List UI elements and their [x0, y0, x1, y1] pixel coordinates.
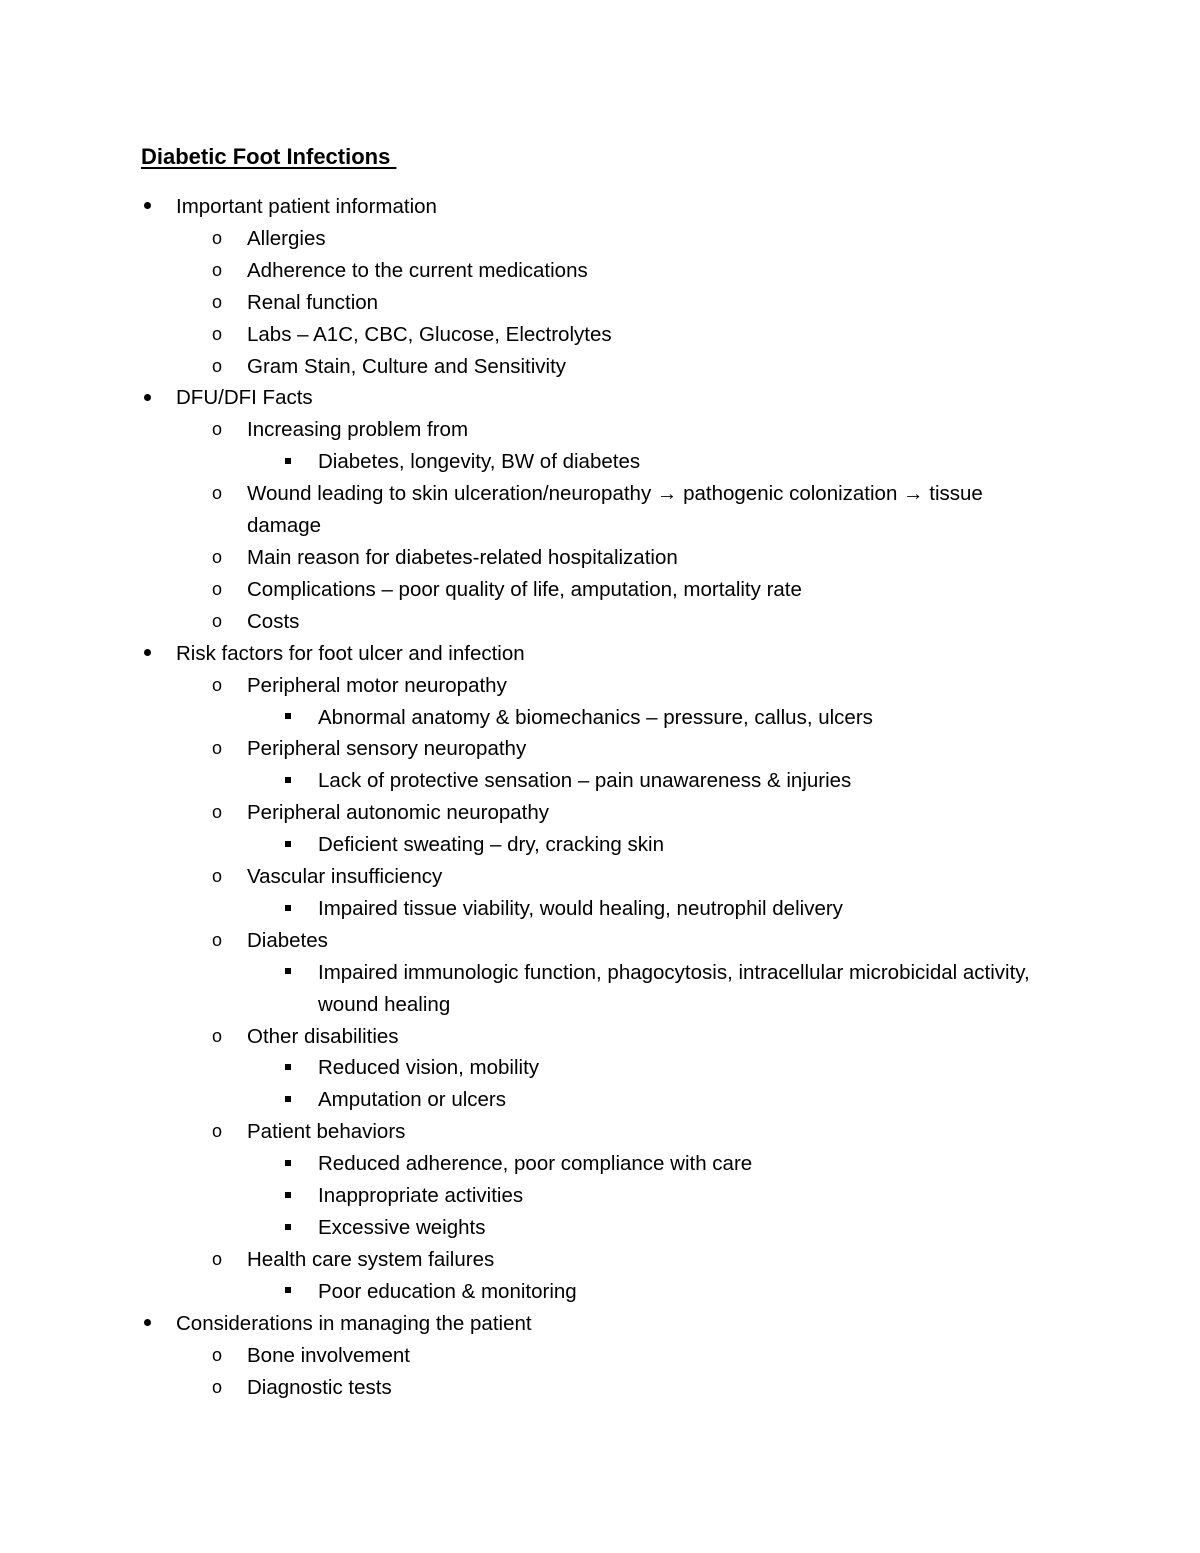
circle-bullet-icon: o — [211, 1344, 222, 1365]
arrow-right-icon: → — [903, 482, 924, 506]
square-bullet-icon — [281, 765, 295, 797]
circle-bullet-icon: o — [211, 291, 222, 312]
sub-list-item — [0, 1148, 1200, 1180]
list-item — [0, 861, 1200, 893]
circle-bullet-icon: o — [211, 578, 222, 599]
section-heading — [0, 382, 1200, 414]
list-item — [0, 1340, 1200, 1372]
bullet-dot-icon — [140, 638, 154, 670]
sub-list-item — [0, 957, 1200, 1021]
list-item — [0, 414, 1200, 446]
circle-bullet-icon: o — [211, 1248, 222, 1269]
circle-bullet-icon: o — [211, 1025, 222, 1046]
square-bullet-icon — [281, 446, 295, 478]
sub-list-item-text: Amputation or ulcers — [318, 1088, 507, 1112]
circle-bullet-icon: o — [211, 355, 222, 376]
bullet-dot-icon — [140, 1308, 154, 1340]
list-item — [0, 223, 1200, 255]
list-item-text: Bone involvement — [247, 1343, 410, 1367]
list-item-text: Allergies — [247, 226, 326, 250]
list-item — [0, 670, 1200, 702]
list-item-text: Complications – poor quality of life, amputation, mortality rate — [247, 577, 802, 601]
section-heading — [0, 1308, 1200, 1340]
sub-list-item — [0, 1052, 1200, 1084]
sub-list-item-text: Abnormal anatomy & biomechanics – pressure, callus, ulcers — [318, 705, 873, 729]
list-item — [0, 287, 1200, 319]
circle-bullet-icon: o — [211, 227, 222, 248]
circle-bullet-icon: o — [211, 674, 222, 695]
square-bullet-icon — [281, 957, 295, 989]
circle-bullet-icon: o — [211, 610, 222, 631]
circle-bullet-icon: o — [211, 419, 222, 440]
sub-list-item — [0, 893, 1200, 925]
sub-list-item-text: Impaired tissue viability, would healing, neutrophil delivery — [318, 896, 843, 920]
sub-list-item — [0, 1084, 1200, 1116]
list-item-text: Main reason for diabetes-related hospitalization — [247, 545, 678, 569]
section-heading — [0, 191, 1200, 223]
square-bullet-icon — [281, 1052, 295, 1084]
sub-list-item-text: Inappropriate activities — [318, 1184, 524, 1208]
list-item — [0, 1244, 1200, 1276]
sub-list-item — [0, 702, 1200, 734]
list-item-text: Peripheral sensory neuropathy — [247, 737, 527, 761]
sub-list-item-text: Reduced vision, mobility — [318, 1056, 540, 1080]
sub-list-item — [0, 1212, 1200, 1244]
sub-list-item — [0, 829, 1200, 861]
section-heading-text: DFU/DFI Facts — [176, 386, 313, 410]
list-item-text: Other disabilities — [247, 1024, 399, 1048]
sub-list-item-text: Impaired immunologic function, phagocytosis, intracellular microbicidal activity, wound healing — [318, 960, 1030, 1016]
section-heading — [0, 638, 1200, 670]
square-bullet-icon — [281, 1212, 295, 1244]
sub-list-item — [0, 1276, 1200, 1308]
list-item-text — [247, 478, 1047, 542]
sub-list-item-text: Reduced adherence, poor compliance with care — [318, 1152, 753, 1176]
list-item-text: Vascular insufficiency — [247, 865, 443, 889]
square-bullet-icon — [281, 829, 295, 861]
square-bullet-icon — [281, 1084, 295, 1116]
text-part: Wound leading to skin ulceration/neuropathy — [247, 482, 657, 506]
list-item-text: Diagnostic tests — [247, 1375, 392, 1399]
sub-list-item-text: Poor education & monitoring — [318, 1279, 577, 1303]
square-bullet-icon — [281, 893, 295, 925]
list-item-text: Health care system failures — [247, 1247, 495, 1271]
list-item — [0, 542, 1200, 574]
list-item — [0, 1116, 1200, 1148]
list-item-text: Costs — [247, 609, 300, 633]
square-bullet-icon — [281, 1276, 295, 1308]
square-bullet-icon — [281, 1180, 295, 1212]
text-part: pathogenic colonization — [677, 482, 904, 506]
text-part: tissue damage — [247, 482, 983, 538]
list-item-text: Diabetes — [247, 928, 328, 952]
list-item — [0, 797, 1200, 829]
list-item-text: Labs – A1C, CBC, Glucose, Electrolytes — [247, 322, 612, 346]
list-item-text: Peripheral autonomic neuropathy — [247, 801, 549, 825]
sub-list-item — [0, 446, 1200, 478]
sub-list-item — [0, 1180, 1200, 1212]
circle-bullet-icon: o — [211, 1121, 222, 1142]
circle-bullet-icon: o — [211, 738, 222, 759]
list-item — [0, 478, 1200, 542]
circle-bullet-icon: o — [211, 802, 222, 823]
list-item-text: Gram Stain, Culture and Sensitivity — [247, 354, 567, 378]
section-heading-text: Considerations in managing the patient — [176, 1311, 532, 1335]
section-heading-text: Important patient information — [176, 195, 437, 218]
circle-bullet-icon: o — [211, 866, 222, 887]
outline-list — [0, 191, 1200, 1403]
circle-bullet-icon: o — [211, 546, 222, 567]
list-item — [0, 351, 1200, 383]
bullet-dot-icon — [140, 191, 154, 223]
list-item — [0, 606, 1200, 638]
list-item — [0, 1021, 1200, 1053]
square-bullet-icon — [281, 702, 295, 734]
circle-bullet-icon: o — [211, 483, 222, 504]
arrow-right-icon: → — [656, 482, 678, 506]
sub-list-item-text: Deficient sweating – dry, cracking skin — [318, 833, 664, 857]
list-item — [0, 574, 1200, 606]
circle-bullet-icon: o — [211, 259, 222, 280]
section-heading-text: Risk factors for foot ulcer and infection — [176, 641, 525, 665]
sub-list-item-text: Diabetes, longevity, BW of diabetes — [318, 450, 641, 474]
list-item-text: Peripheral motor neuropathy — [247, 673, 507, 697]
document-title: Diabetic Foot Infections — [141, 144, 397, 169]
sub-list-item-text: Excessive weights — [318, 1216, 486, 1239]
circle-bullet-icon: o — [211, 1376, 222, 1397]
list-item — [0, 925, 1200, 957]
circle-bullet-icon: o — [211, 323, 222, 344]
list-item-text: Adherence to the current medications — [247, 258, 588, 282]
list-item-text: Patient behaviors — [247, 1120, 406, 1144]
bullet-dot-icon — [140, 382, 154, 414]
square-bullet-icon — [281, 1148, 295, 1180]
list-item-text: Renal function — [247, 290, 379, 314]
list-item — [0, 255, 1200, 287]
sub-list-item-text: Lack of protective sensation – pain unawareness & injuries — [318, 769, 852, 793]
circle-bullet-icon: o — [211, 929, 222, 950]
list-item — [0, 319, 1200, 351]
sub-list-item — [0, 765, 1200, 797]
list-item — [0, 1372, 1200, 1404]
list-item — [0, 733, 1200, 765]
list-item-text: Increasing problem from — [247, 418, 469, 442]
